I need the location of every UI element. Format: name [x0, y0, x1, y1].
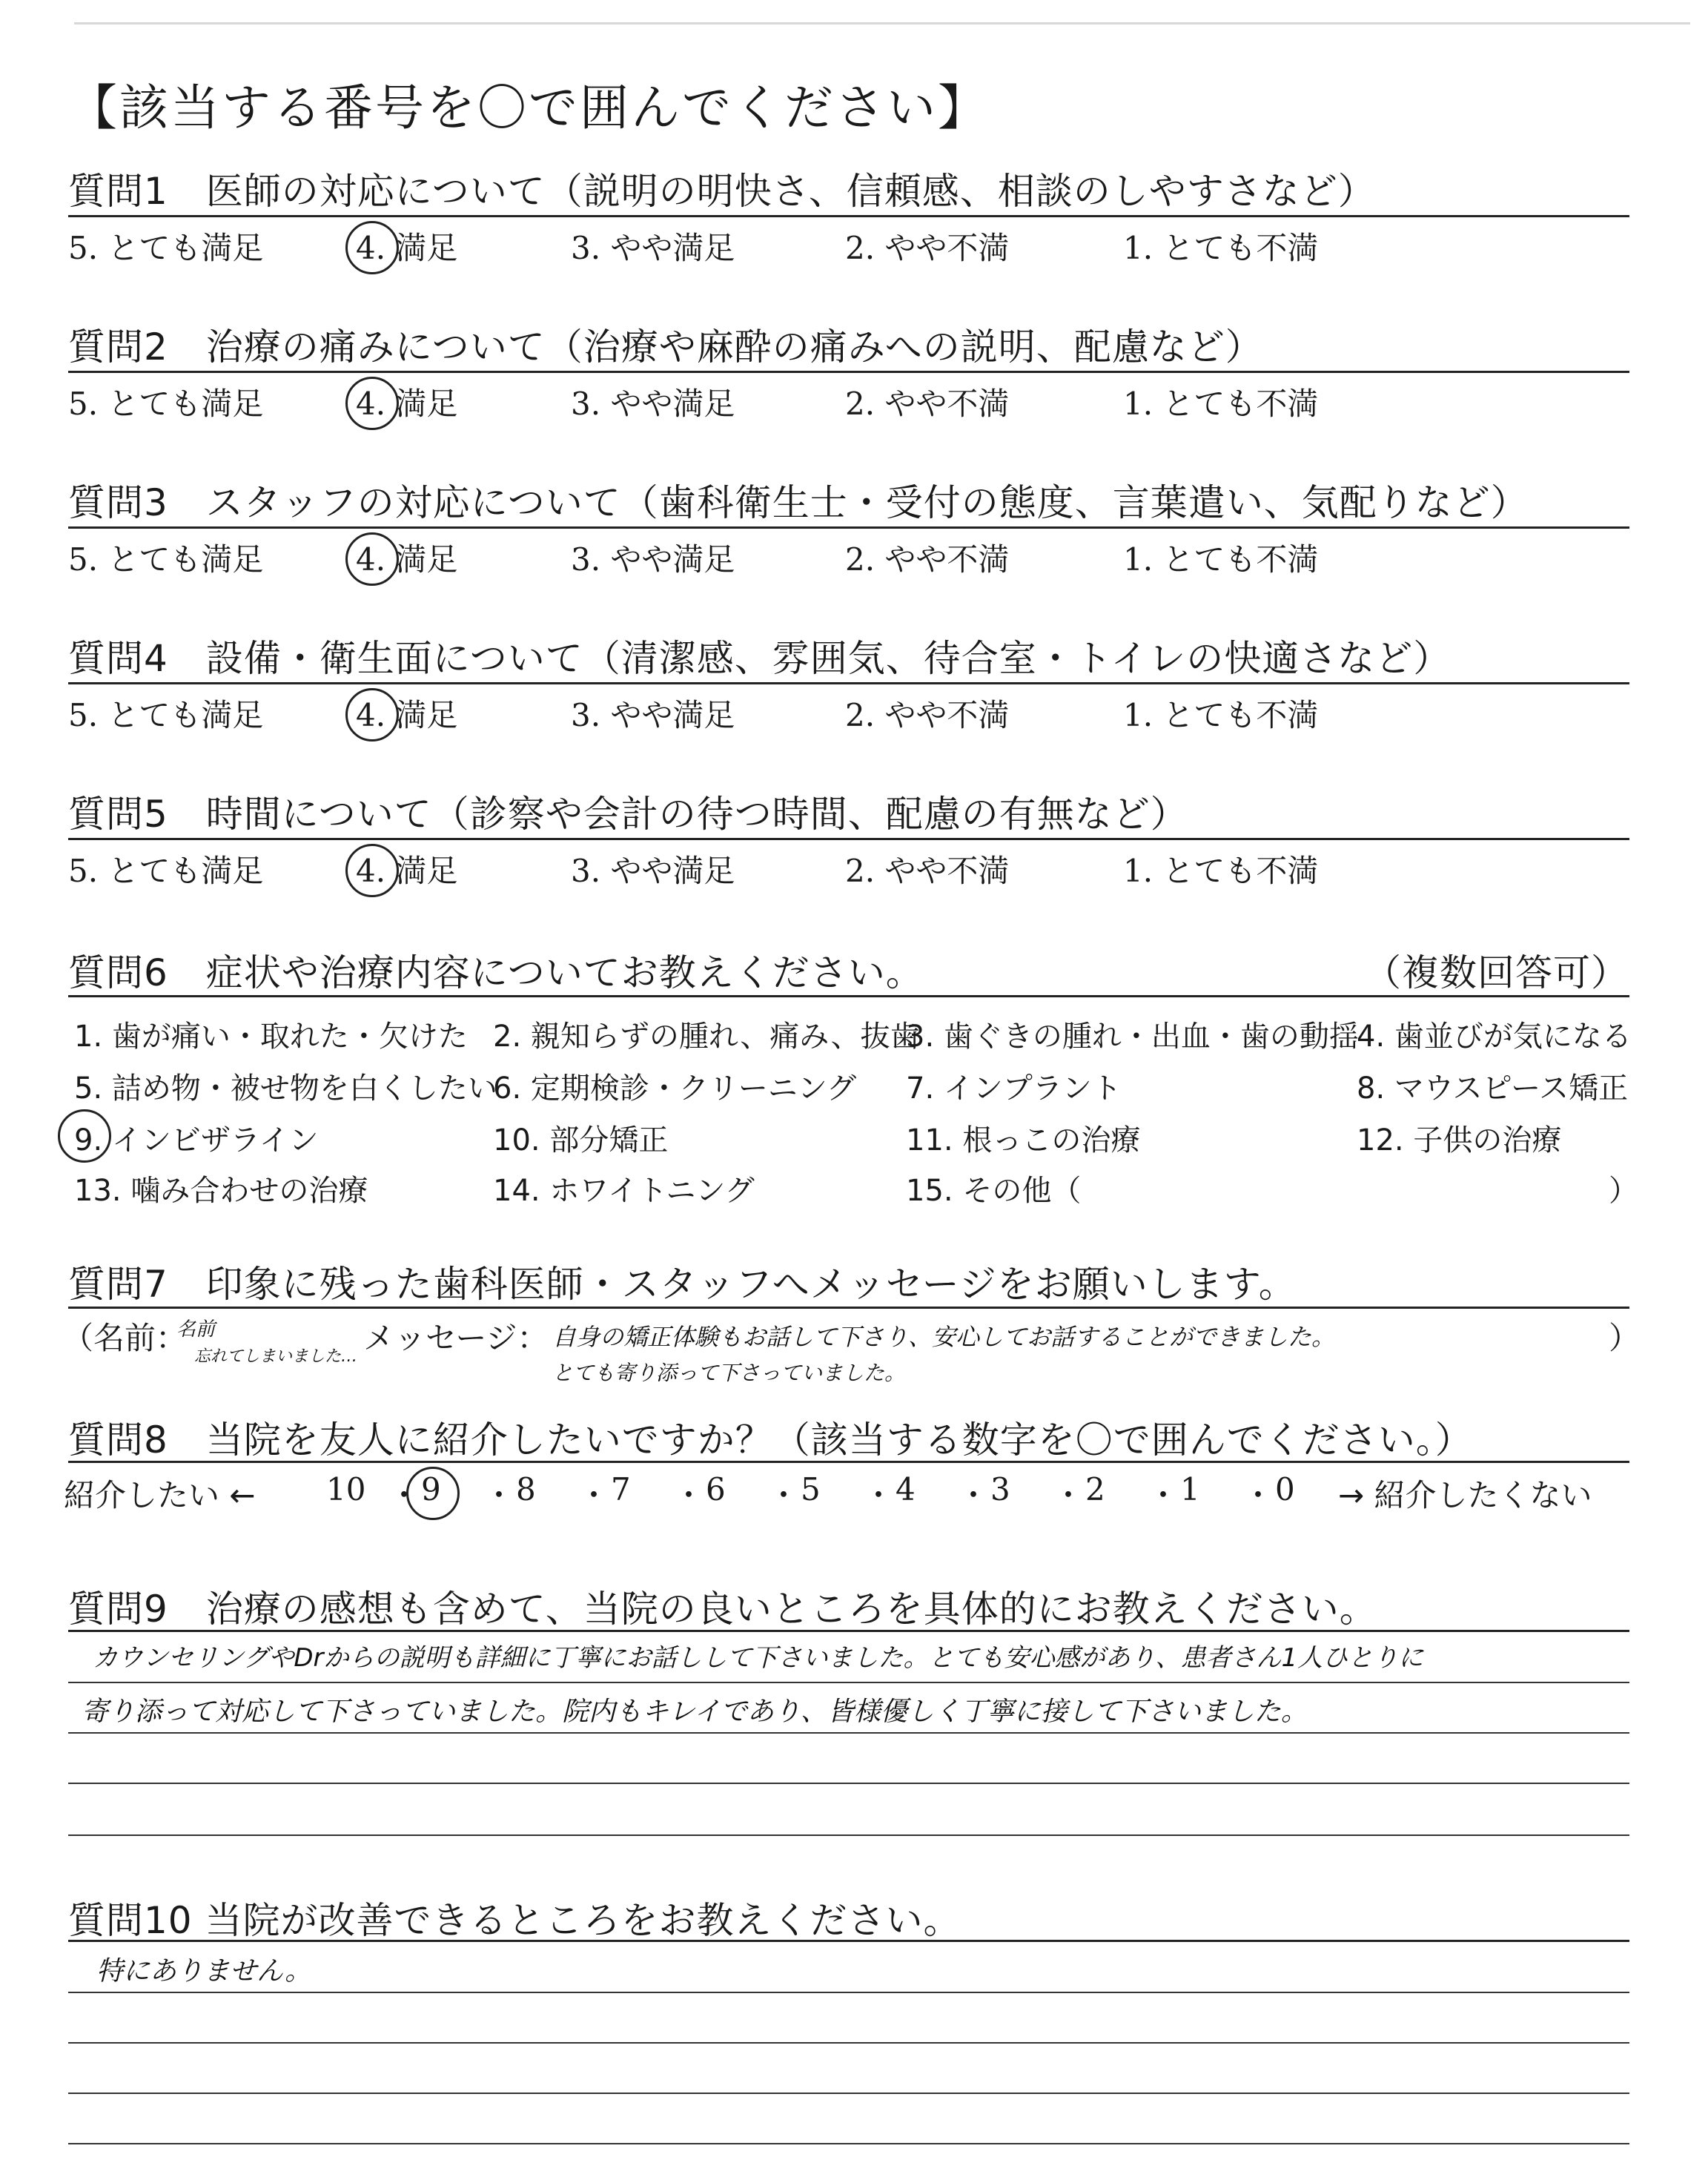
- q1-option-5: 5. とても満足: [68, 230, 264, 266]
- q6-option-10: 10. 部分矯正: [493, 1123, 669, 1157]
- q8-scale-6: 6: [706, 1471, 726, 1507]
- q6-option-13: 13. 噛み合わせの治療: [74, 1174, 368, 1208]
- q8-scale-8: 8: [516, 1471, 536, 1507]
- q1-heading: 質問1 医師の対応について（説明の明快さ、信頼感、相談のしやすさなど）: [68, 170, 1376, 213]
- q7-message-line2: とても寄り添って下さっていました。: [552, 1361, 906, 1385]
- q8-scale-7: 7: [611, 1471, 631, 1507]
- q6-option-15: 15. その他（: [906, 1174, 1082, 1208]
- q5-option-5: 5. とても満足: [68, 853, 264, 889]
- q2-option-5: 5. とても満足: [68, 386, 264, 422]
- q7-name-label: （名前：: [62, 1320, 188, 1356]
- q6-option-16: ）: [1609, 1174, 1638, 1208]
- q7-name-handwritten-2: 忘れてしまいました…: [194, 1347, 358, 1366]
- q8-scale-1: 1: [1180, 1471, 1200, 1507]
- q8-scale-2: 2: [1085, 1471, 1105, 1507]
- q1-option-2: 2. やや不満: [845, 230, 1010, 266]
- q1-option-1: 1. とても不満: [1123, 230, 1319, 266]
- q6-option-14: 14. ホワイトニング: [493, 1174, 755, 1208]
- q6-option-6: 6. 定期検診・クリーニング: [493, 1071, 857, 1106]
- q5-heading: 質問5 時間について（診察や会計の待つ時間、配慮の有無など）: [68, 793, 1188, 836]
- q2-option-3: 3. やや満足: [571, 386, 735, 422]
- q6-option-1: 1. 歯が痛い・取れた・欠けた: [74, 1020, 468, 1054]
- q8-right-label: → 紹介したくない: [1338, 1477, 1592, 1513]
- q9-heading: 質問9 治療の感想も含めて、当院の良いところを具体的にお教えください。: [68, 1588, 1377, 1631]
- q9-line-4: [68, 1834, 1629, 1836]
- q6-heading: 質問6 症状や治療内容についてお教えください。: [68, 951, 924, 994]
- q5-rule: [68, 838, 1629, 840]
- q8-scale-dot: ・: [673, 1477, 705, 1513]
- q8-scale-9: 9: [421, 1471, 441, 1507]
- form-title: 【該当する番号を〇で囲んでください】: [68, 79, 989, 136]
- q7-name-handwritten-1: 名前: [176, 1318, 216, 1341]
- q7-heading: 質問7 印象に残った歯科医師・スタッフへメッセージをお願いします。: [68, 1263, 1297, 1306]
- q10-line-4: [68, 2143, 1629, 2144]
- q2-option-4: 4. 満足: [356, 386, 458, 422]
- q7-message-label: メッセージ：: [363, 1320, 549, 1356]
- q10-line-2: [68, 2042, 1629, 2044]
- q8-scale-dot: ・: [768, 1477, 800, 1513]
- q4-option-5: 5. とても満足: [68, 697, 264, 733]
- q6-option-4: 4. 歯並びが気になる: [1357, 1020, 1632, 1054]
- q8-scale-dot: ・: [1148, 1477, 1179, 1513]
- q9-line-2: [68, 1732, 1629, 1734]
- q4-option-2: 2. やや不満: [845, 697, 1010, 733]
- q8-scale-dot: ・: [388, 1477, 420, 1513]
- q1-option-4: 4. 満足: [356, 230, 458, 266]
- q3-selection-circle: [345, 532, 399, 586]
- q6-multiple-note: （複数回答可）: [1364, 951, 1629, 994]
- q9-answer-line1: カウンセリングやDrからの説明も詳細に丁寧にお話しして下さいました。とても安心感があり、患者さん1人ひとりに: [93, 1643, 1424, 1673]
- q1-selection-circle: [345, 221, 399, 274]
- q8-scale-10: 10: [326, 1471, 366, 1507]
- q8-scale-dot: ・: [483, 1477, 515, 1513]
- q8-scale-0: 0: [1275, 1471, 1295, 1507]
- q6-rule: [68, 995, 1629, 997]
- q10-rule: [68, 1940, 1629, 1942]
- q8-scale-dot: ・: [863, 1477, 895, 1513]
- q4-selection-circle: [345, 688, 399, 742]
- q8-scale-dot: ・: [578, 1477, 610, 1513]
- q3-option-5: 5. とても満足: [68, 541, 264, 578]
- q10-answer: 特にありません。: [96, 1956, 312, 1986]
- q7-close-paren: ）: [1609, 1320, 1641, 1356]
- q8-scale-dot: ・: [958, 1477, 990, 1513]
- q9-line-3: [68, 1783, 1629, 1784]
- q4-rule: [68, 682, 1629, 684]
- q3-option-4: 4. 満足: [356, 541, 458, 578]
- q5-selection-circle: [345, 844, 399, 897]
- q6-option-8: 8. マウスピース矯正: [1357, 1071, 1629, 1106]
- q2-heading: 質問2 治療の痛みについて（治療や麻酔の痛みへの説明、配慮など）: [68, 326, 1263, 369]
- q1-rule: [68, 215, 1629, 217]
- q6-option-7: 7. インプラント: [906, 1071, 1122, 1106]
- q3-option-1: 1. とても不満: [1123, 541, 1319, 578]
- q5-option-1: 1. とても不満: [1123, 853, 1319, 889]
- q6-option-2: 2. 親知らずの腫れ、痛み、抜歯: [493, 1020, 920, 1054]
- q9-line-1: [68, 1682, 1629, 1683]
- q4-option-4: 4. 満足: [356, 697, 458, 733]
- q5-option-2: 2. やや不満: [845, 853, 1010, 889]
- q6-option-12: 12. 子供の治療: [1357, 1123, 1562, 1157]
- q8-scale-dot: ・: [1053, 1477, 1085, 1513]
- q6-option-5: 5. 詰め物・被せ物を白くしたい: [74, 1071, 497, 1106]
- q3-option-3: 3. やや満足: [571, 541, 735, 578]
- q8-left-label: 紹介したい ←: [64, 1477, 256, 1513]
- q3-option-2: 2. やや不満: [845, 541, 1010, 578]
- q8-scale-5: 5: [801, 1471, 821, 1507]
- q2-rule: [68, 371, 1629, 373]
- q9-answer-line2: 寄り添って対応して下さっていました。院内もキレイであり、皆様優しく丁寧に接して下さいました。: [82, 1697, 1308, 1727]
- q2-option-2: 2. やや不満: [845, 386, 1010, 422]
- q8-heading: 質問8 当院を友人に紹介したいですか？（該当する数字を〇で囲んでください。）: [68, 1418, 1473, 1462]
- q1-option-3: 3. やや満足: [571, 230, 735, 266]
- q10-heading: 質問10 当院が改善できるところをお教えください。: [68, 1899, 961, 1942]
- q6-selection-circle: [58, 1109, 111, 1163]
- q2-selection-circle: [345, 377, 399, 430]
- q7-rule: [68, 1307, 1629, 1309]
- q5-option-4: 4. 満足: [356, 853, 458, 889]
- q10-line-1: [68, 1992, 1629, 1993]
- q6-option-3: 3. 歯ぐきの腫れ・出血・歯の動揺: [906, 1020, 1359, 1054]
- q8-scale-dot: ・: [1242, 1477, 1274, 1513]
- q8-rule: [68, 1461, 1629, 1463]
- q6-option-11: 11. 根っこの治療: [906, 1123, 1141, 1157]
- q6-option-9: 9. インビザライン: [74, 1123, 319, 1157]
- q4-option-1: 1. とても不満: [1123, 697, 1319, 733]
- q8-selection-circle: [406, 1467, 460, 1520]
- q4-option-3: 3. やや満足: [571, 697, 735, 733]
- q10-line-3: [68, 2093, 1629, 2094]
- q8-scale-3: 3: [990, 1471, 1010, 1507]
- q8-scale-4: 4: [896, 1471, 916, 1507]
- q2-option-1: 1. とても不満: [1123, 386, 1319, 422]
- q9-rule: [68, 1630, 1629, 1632]
- q7-message-line1: 自身の矯正体験もお話して下さり、安心してお話することができました。: [552, 1323, 1336, 1351]
- q4-heading: 質問4 設備・衛生面について（清潔感、雰囲気、待合室・トイレの快適さなど）: [68, 637, 1452, 680]
- q3-heading: 質問3 スタッフの対応について（歯科衛生士・受付の態度、言葉遣い、気配りなど）: [68, 481, 1529, 524]
- q5-option-3: 3. やや満足: [571, 853, 735, 889]
- scan-top-border: [74, 22, 1690, 24]
- q3-rule: [68, 526, 1629, 529]
